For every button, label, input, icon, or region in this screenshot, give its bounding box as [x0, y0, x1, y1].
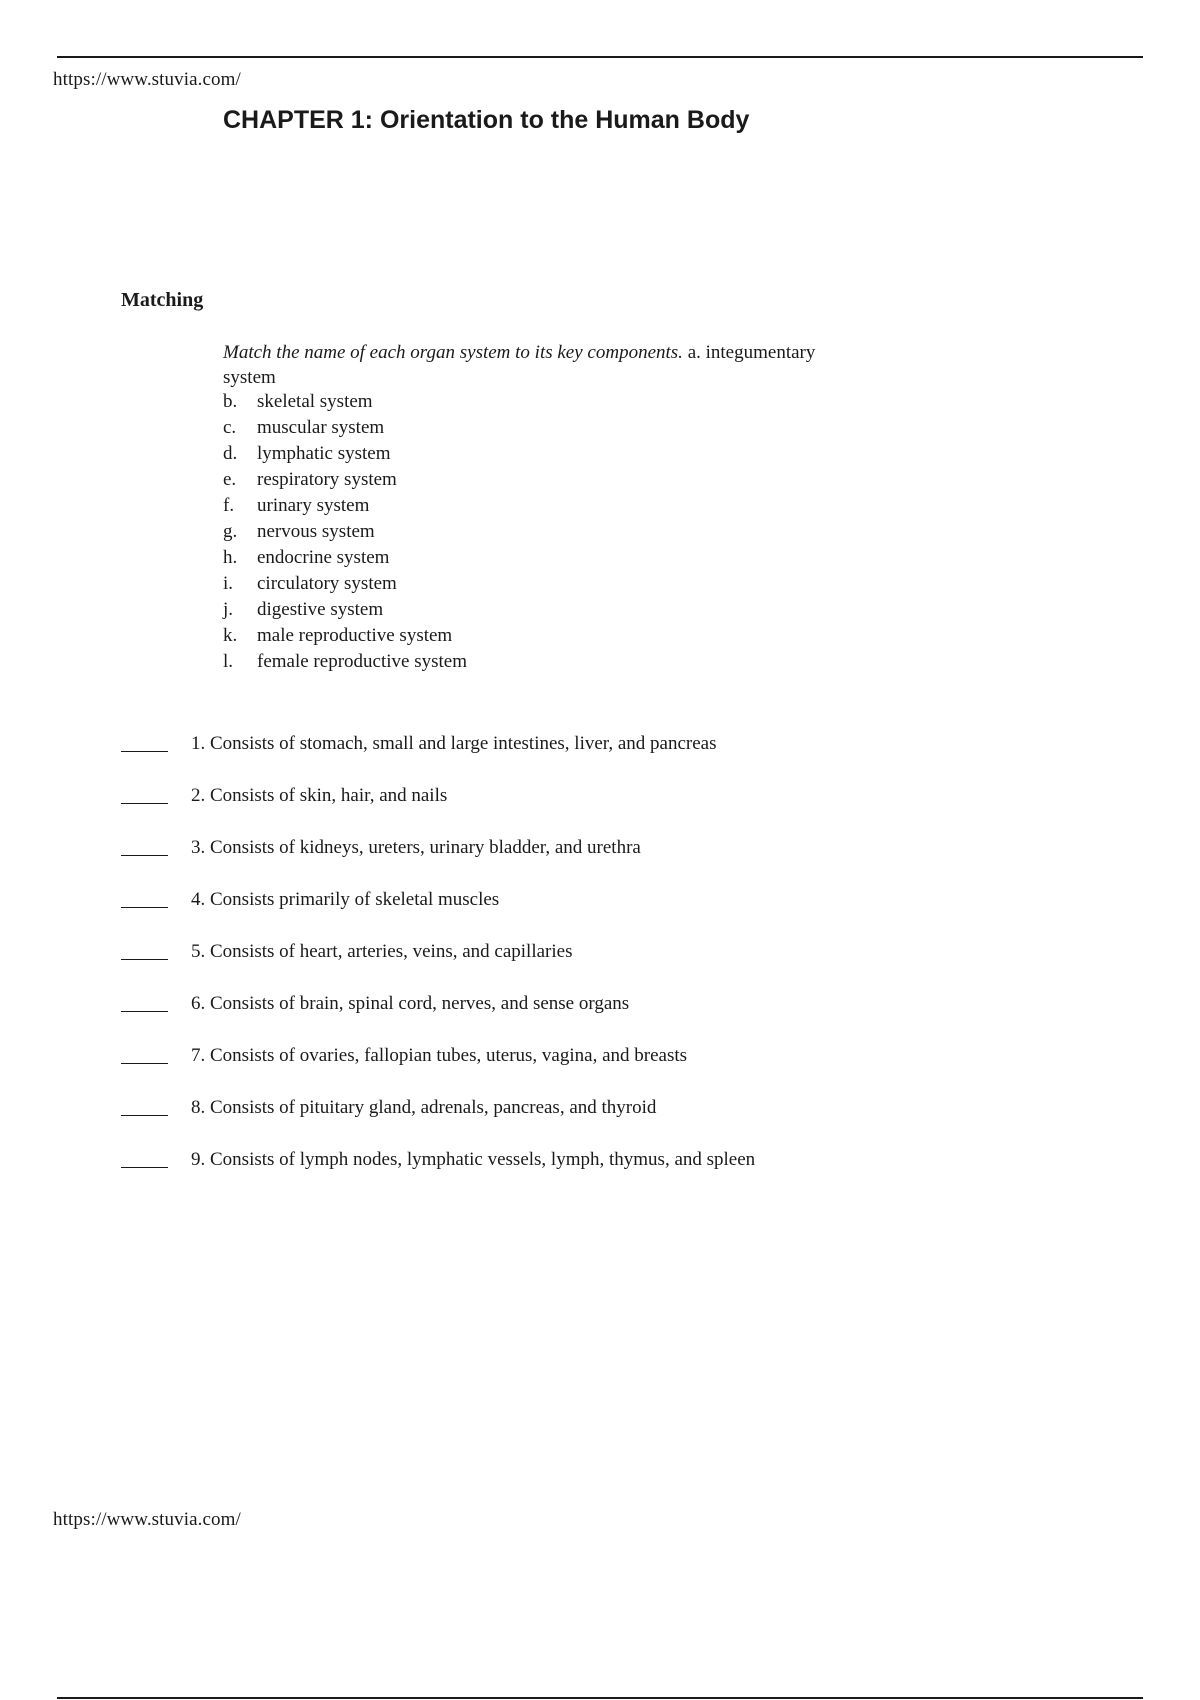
- question-text: 1. Consists of stomach, small and large intestines, liver, and pancreas: [191, 733, 717, 754]
- answer-blank[interactable]: [121, 887, 168, 908]
- top-rule: [57, 56, 1143, 58]
- option-letter: d.: [223, 443, 238, 464]
- option-label: digestive system: [257, 599, 384, 620]
- option-item: [223, 493, 467, 519]
- question-item: [121, 1147, 755, 1199]
- option-label: muscular system: [257, 417, 385, 438]
- option-letter: f.: [223, 495, 235, 516]
- answer-blank[interactable]: [121, 991, 168, 1012]
- option-label: male reproductive system: [257, 625, 453, 646]
- question-text: 4. Consists primarily of skeletal muscles: [191, 889, 500, 910]
- question-item: [121, 1095, 755, 1147]
- option-item: [223, 519, 467, 545]
- option-letter: g.: [223, 521, 238, 542]
- option-letter: i.: [223, 573, 234, 594]
- answer-blank[interactable]: [121, 835, 168, 856]
- question-item: [121, 835, 755, 887]
- question-item: [121, 1043, 755, 1095]
- option-a: a. integumentary system: [223, 342, 816, 388]
- option-letter: b.: [223, 391, 238, 412]
- option-item: [223, 597, 467, 623]
- answer-blank[interactable]: [121, 1043, 168, 1064]
- option-label: respiratory system: [257, 469, 397, 490]
- question-text: 8. Consists of pituitary gland, adrenals, pancreas, and thyroid: [191, 1097, 657, 1118]
- question-text: 9. Consists of lymph nodes, lymphatic vessels, lymph, thymus, and spleen: [191, 1149, 756, 1170]
- option-item: [223, 545, 467, 571]
- answer-blank[interactable]: [121, 1147, 168, 1168]
- answer-blank[interactable]: [121, 731, 168, 752]
- option-letter: e.: [223, 469, 237, 490]
- option-letter: c.: [223, 417, 237, 438]
- option-label: urinary system: [257, 495, 370, 516]
- question-text: 6. Consists of brain, spinal cord, nerves, and sense organs: [191, 993, 630, 1014]
- question-text: 2. Consists of skin, hair, and nails: [191, 785, 448, 806]
- question-text: 7. Consists of ovaries, fallopian tubes, uterus, vagina, and breasts: [191, 1045, 688, 1066]
- header-url[interactable]: https://www.stuvia.com/: [53, 69, 241, 90]
- answer-blank[interactable]: [121, 1095, 168, 1116]
- option-item: [223, 623, 467, 649]
- option-label: endocrine system: [257, 547, 390, 568]
- option-item: [223, 441, 467, 467]
- option-label: female reproductive system: [257, 651, 467, 672]
- question-text: 3. Consists of kidneys, ureters, urinary bladder, and urethra: [191, 837, 641, 858]
- option-item: [223, 389, 467, 415]
- question-text: 5. Consists of heart, arteries, veins, and capillaries: [191, 941, 573, 962]
- instructions-lead: Match the name of each organ system to its key components.: [223, 342, 683, 363]
- question-item: [121, 991, 755, 1043]
- bottom-rule: [57, 1697, 1143, 1699]
- instructions: [223, 340, 823, 390]
- footer-url[interactable]: https://www.stuvia.com/: [53, 1509, 241, 1530]
- section-heading: Matching: [121, 289, 204, 311]
- option-letter: h.: [223, 547, 238, 568]
- answer-blank[interactable]: [121, 939, 168, 960]
- question-item: [121, 783, 755, 835]
- question-item: [121, 887, 755, 939]
- answer-blank[interactable]: [121, 783, 168, 804]
- option-item: [223, 467, 467, 493]
- option-item: [223, 571, 467, 597]
- option-letter: k.: [223, 625, 238, 646]
- question-item: [121, 731, 755, 783]
- option-label: lymphatic system: [257, 443, 391, 464]
- options-list: [223, 389, 467, 675]
- option-label: circulatory system: [257, 573, 397, 594]
- chapter-title: CHAPTER 1: Orientation to the Human Body: [223, 106, 750, 134]
- option-letter: j.: [223, 599, 234, 620]
- option-label: nervous system: [257, 521, 375, 542]
- option-letter: l.: [223, 651, 234, 672]
- option-item: [223, 649, 467, 675]
- option-label: skeletal system: [257, 391, 373, 412]
- questions-list: [121, 731, 755, 1199]
- question-item: [121, 939, 755, 991]
- option-item: [223, 415, 467, 441]
